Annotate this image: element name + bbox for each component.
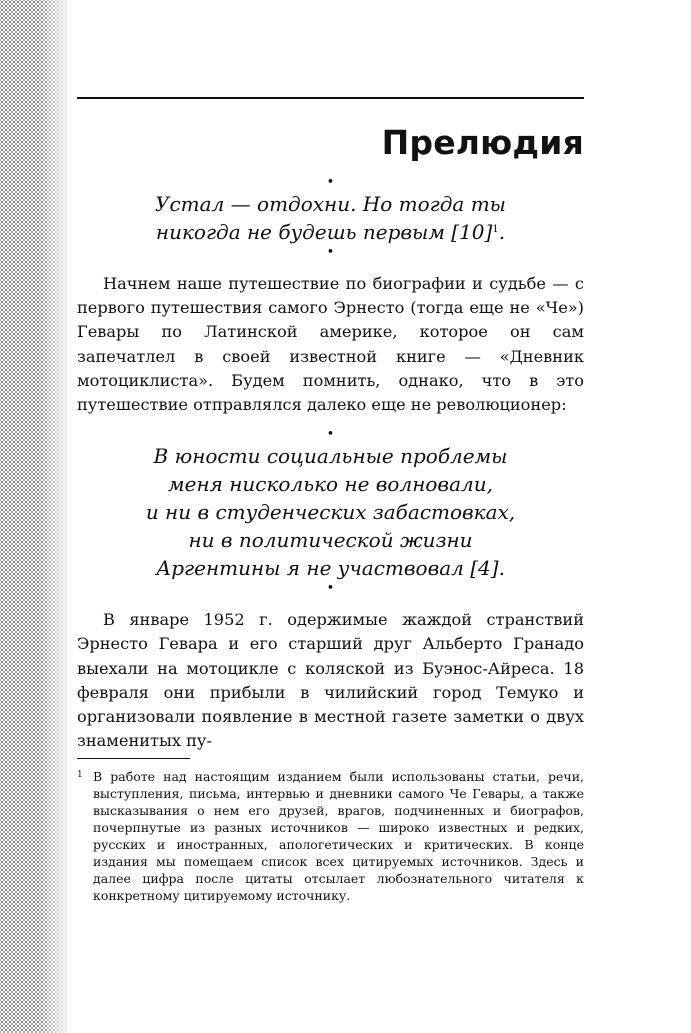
footnote — [77, 768, 584, 904]
footnote-text: В работе над настоящим изданием были использованы статьи, речи, выступления, письма, интервью и дневники самого Че Гевары, а также высказывания о нем его друзей, врагов, подчиненных и биографов, почерпнутые из разных источников — широко известных и редких, русских и иностранных, апологетических и критических. В конце издания мы помещаем список всех цитируемых источников. Здесь и далее цифра после цитаты отсылает любознательного читателя к конкретному цитируемому источнику. — [93, 769, 584, 903]
page-content — [77, 176, 584, 753]
epigraph-1-period: . — [498, 220, 506, 244]
epigraph-2-line: В юности социальные проблемы — [153, 444, 508, 469]
epigraph-1-line-1: Устал — отдохни. Но тогда ты — [155, 192, 506, 216]
footnote-mark: 1 — [77, 770, 83, 780]
epigraph-2-line: ни в политической жизни — [188, 528, 473, 553]
chapter-title: Прелюдия — [381, 123, 584, 162]
footnote-reference[interactable]: 1 — [492, 224, 499, 235]
separator-bullet: • — [326, 427, 335, 443]
epigraph-2 — [77, 442, 584, 582]
footnote-body — [77, 768, 584, 904]
separator-bullet: • — [326, 175, 335, 190]
paragraph-1: Начнем наше путешествие по биографии и судьбе — с первого путешествия самого Эрнесто (тогда еще не «Че») Гевары по Латинской америке, которое он сам запечатлел в своей известной книге — «Дневник мотоциклиста». Будем помнить, однако, что в это путешествие отправлялся далеко еще не революционер: — [77, 274, 584, 415]
header-rule — [77, 97, 584, 99]
epigraph-2-line: меня нисколько не волновали, — [168, 472, 493, 497]
epigraph-1 — [77, 190, 584, 246]
epigraph-2-line: Аргентины я не участвовал [4]. — [156, 556, 505, 581]
epigraph-2-line: и ни в студенческих забастовках, — [145, 500, 516, 525]
epigraph-1-line-2-text: никогда не будешь первым [10] — [155, 220, 493, 244]
separator-bullet: • — [326, 245, 335, 260]
page-edge-fade — [40, 0, 68, 1033]
epigraph-1-line-2 — [77, 218, 584, 246]
separator-bullet: • — [326, 581, 335, 597]
footnote-rule — [77, 758, 190, 759]
paragraph-2: В январе 1952 г. одержимые жаждой странствий Эрнесто Гевара и его старший друг Альберто Гранадо выехали на мотоцикле с коляской из Буэнос-Айреса. 18 февраля они прибыли в чилийский город Темуко и организовали появление в местной газете заметки о двух знаменитых пу- — [77, 610, 584, 751]
